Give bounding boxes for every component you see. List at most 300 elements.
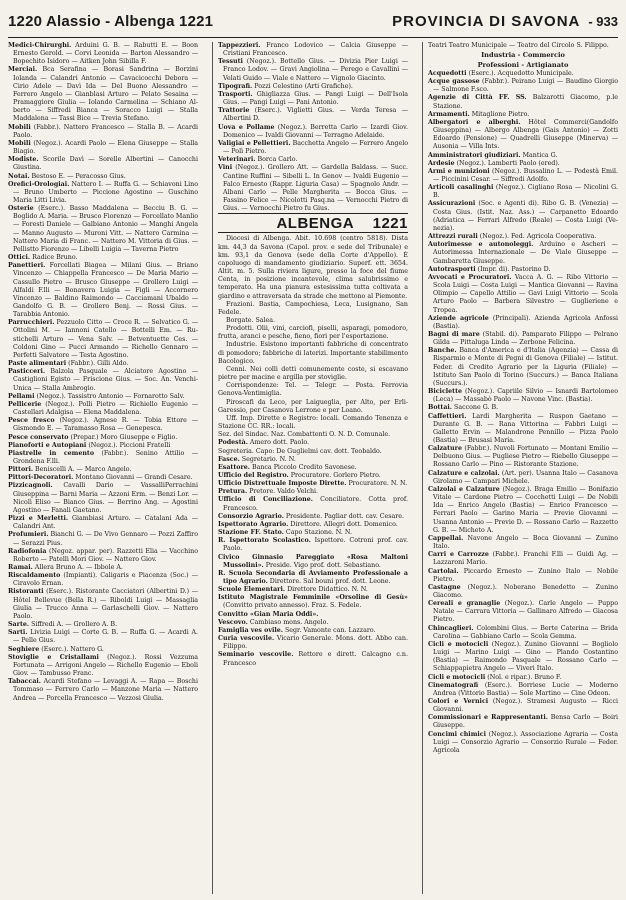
entry-text: (Negoz.). Noberano Benedetto — Zunino Giacomo. [433,583,618,599]
entry-text: (Eserc.). Nattero G. [39,645,104,653]
entry-text: Montano Giovanni — Grandi Cesare. [73,474,193,482]
entry-category: Autorimesse e autonoleggi. [428,241,534,249]
directory-entry [428,152,618,160]
entry-text: Direttore. Allegri dott. Domenico. [288,520,398,528]
entry-category: Curia vescovile. [218,635,275,643]
entry-text: (Negoz.). Bottello Gius. — Divizia Pier Luigi — Franco Lodov. — Gravi Angiolina — Perego e Cavallini — Velati Guido — Viale e Nattero — Vignolo Giacinto. [223,58,408,82]
entry-category: Medici-Chirurghi. [8,42,72,49]
entry-category: Esattore. [218,463,250,471]
directory-entry [218,83,408,91]
entry-category: Cicli e motocicli [428,673,486,681]
directory-entry [8,66,198,123]
entry-category: R. Scuola Secondaria di Avviamento Professionale a tipo Agrario. [218,569,408,585]
directory-entry [218,42,408,58]
directory-entry [218,586,408,594]
column-1 [8,42,198,894]
directory-entry [218,635,408,651]
directory-entry [8,482,198,515]
entry-text: Bestoso E. — Peracosso Gius. [29,172,126,180]
directory-entry [428,70,618,78]
directory-entry [428,168,618,184]
column-2 [218,42,408,894]
directory-entry [428,200,618,233]
entry-text: Ghigliazza Gius. — Pangi Luigi — Dell'Isola Gius. — Pangi Luigi — Pani Antonio. [223,90,408,107]
entry-text: Procuratore. Gorlero Pietro. [288,471,381,479]
entry-category: Istituto Magistrale Femminile «Orsoline di Gesù» [218,594,408,602]
entry-text: (Negoz.). Associazione Agraria — Costa Luigi — Consorzio Agrario — Consorzio Rurale — Feder. Agricola [433,730,618,754]
entry-category: Paste alimentari [8,360,67,368]
albenga-frazioni: Frazioni. Bastia, Campochiesa, Leca, Lusignano, San Fedele. [218,300,408,316]
entry-category: Modiste. [8,156,39,164]
directory-entry [8,262,198,319]
directory-entry [218,594,408,610]
directory-entry [428,600,618,624]
entry-text: (Eserc.). Basso Maddalena — Becciu B. G. — Boglido A. Maria. — Brusco Fiorenzo — Forcellato Manlio — Foresti Daniele — Galbiano Antonio — Manghi Angela — Manno Augusto — Muroni Vitt. — Nattero Carmina — Nattero Maria di Franc. — Nattero M. Vittoria di Gius. — Pellistto Fiorenzo — Libelli Luigia — Taverna Pietro [13,205,198,253]
directory-entry [428,315,618,331]
albenga-page: 1221 [372,215,408,233]
entry-text: Giambiasi Arturo. — Catalani Ada — Calandri Ant. [13,515,198,531]
entry-text: (Negoz.). Carle Angelo — Puppo Natale — Carrara Vittoria — Gallinaro Alfredo — Giacosa Pietro. [433,600,618,624]
entry-category: Seghiere [8,645,40,653]
column-divider [422,42,423,894]
entry-category: Ufficio di Conciliazione. [218,496,313,504]
directory-entry [218,488,408,496]
entry-text: (Negoz.). Cigliano Rosa — Nicolini G. B. [433,184,618,200]
entry-category: Ardesie [428,159,455,167]
directory-entry [428,347,618,388]
entry-text: (Eserc.). Borriese Lucie — Moderno Andrea (Vittorio Bastia) — Sole Martino — Cine Odeon. [433,681,618,697]
directory-entry [428,388,618,404]
entry-category: Banche. [428,347,457,355]
entry-text: (Eserc.). Viglietti Gius. — Verda Teresa — Albertini D. [223,107,408,123]
entry-category: Radiofonia [8,547,47,555]
entry-text: (Negoz.). Braga Emilio — Bonifazio Vitale — Cardone Pietro — Cocchetti Luigi — De Nobili Ida — Enrico Angelo (Bastia) — Enrico Francesco — Ferrari Paolo — Garino Maria — Previe Giovanni — Usanna Antonio — Previe D. — Rossano Carlo — Razzetto G. B. — Micheto A. [433,485,618,534]
directory-entry [218,58,408,82]
directory-entry [428,413,618,446]
entry-text: Pozzi Celestino (Arti Grafiche). [252,82,353,90]
entry-category: Cereali e granaglie [428,600,501,608]
entry-category: Civico Ginnasio Pareggiato «Rosa Maltoni Mussolini». [218,553,408,569]
entry-text: Presidente. Pagliar dott. cav. Cesare. [283,512,404,520]
entry-text: Scorile Davì — Sorelle Albertini — Canocchi Giustina. [13,156,198,172]
entry-category: Albergatori e alberghi. [428,118,521,126]
entry-category: Autotrasporti [428,265,476,273]
directory-entry [8,678,198,702]
entry-category: Concimi chimici [428,730,486,738]
directory-entry [218,91,408,107]
entry-text: Livizia Luigi — Corte G. B. — Ruffa G. — Acardi A. — Pelle Gius. [13,629,198,645]
entry-category: Colori e Vernici [428,698,489,705]
entry-category: Valigiai e Pellettieri. [218,139,291,147]
entry-text: (Negoz.). Bussalino L. — Podestà Emil. — Piccinini Cesar. — Siffredi Adolfo. [433,167,618,183]
directory-entry [428,241,618,265]
entry-category: Pellami [8,392,35,400]
entry-text: Bca Serafina — Borasi Sandrina — Borzini Iolanda — Calandri Antonio — Cavacicocchi Debora — Cirio Adele — Davì Ida — Del Buono Alessandro — Ferrero Angelo — Gianblasi Arturo — Pelato Sesaina — Pramaggiore Giulia — Iolando Carmelina — Schiano Alberto — Siffredi Bianca — Soracco Luigi — Stalla Maddalena — Tassi Bice — Trevia Stefano. [13,66,198,123]
directory-entry [428,331,618,347]
entry-text: Acardi Stefano — Levaggi A. — Rapa — Boschi Tommaso — Ferrero Carlo — Manzone Maria — Nattero Andrea — Porcella Francesco — Vezzosi Giulia. [13,678,198,702]
entry-text: Siffredi A. — Grollero A. B. [29,621,118,629]
directory-entry [218,611,408,619]
entry-category: Merciai. [8,66,38,74]
entry-category: Fasce. [218,455,240,463]
entry-category: Vini [218,164,233,172]
directory-entry [218,439,408,447]
directory-entry [428,94,618,110]
directory-entry [218,464,408,472]
entry-text: Colombini Gius. — Berte Caterina — Brida Carolina — Gabbiano Carlo — Scola Gemma. [433,624,618,640]
directory-entry [428,674,618,682]
entry-text: (Negoz.). Stramesi Augusto — Ricci Giovanni. [433,698,618,714]
directory-entry [8,417,198,433]
entry-category: Avvocati e Procuratori. [428,273,512,281]
directory-entry [428,78,618,94]
entry-category: Armamenti. [428,110,470,118]
directory-entry [8,474,198,482]
entry-text: Vacca A. G. — Ribo Vittorio — Scola Luigi — Costa Luigi — Mantica Giovanni — Ravina Olimpio — Capello Attilio — Gavi Luigi Vittorio — Scola Arturo Paolo — Barbera Silvestro — Guglieriene e Tropea. [433,273,618,314]
albenga-prodotti: Prodotti. Olii, vini, carciofi, piselli, asparagi, pomodoro, frutta, aranci e pesche, fieno, fiori per l'esportazione. [218,325,408,341]
directory-entry [218,164,408,213]
entry-text: (Fabbr.). Senino Attilio — Grondena F.lli. [13,449,198,465]
entry-category: Caffettieri. [428,412,467,420]
entry-text: Navone Angelo — Boca Giovanni — Zunino Italo. [433,534,618,551]
directory-entry [8,515,198,531]
albenga-title: ALBENGA [276,215,355,233]
entry-text: (Fabbr.). Gilli Aldo. [66,360,129,368]
directory-entry [218,140,408,156]
entry-category: Trattorie [218,107,250,115]
directory-entry [218,627,408,635]
entry-text: Hôtel Commerci(Gandolfo Giuseppina) — Albergo Albenga (Gais Antonio) — Zotti Edoardo (Pensione) — Quadrelli Giuseppe (Minerva) — Ausonia — Villa Ints. [433,118,618,151]
entry-text: (Negoz.). Zunino Giovanni — Bogliolo Luigi — Marino Luigi — Gino — Plando Costantino (Bastia) — Raimondo Pasquale — Rossano Carlo — Schiappapietra Angelo — Viveri Italo. [433,640,618,673]
entry-category: Pretura. [218,488,248,496]
entry-text: Preside. Vigo prof. dott. Sebastiano. [263,561,381,569]
directory-entry [428,551,618,567]
teatri-entry: Teatri Teatro Municipale — Teatro del Circolo S. Filippo. [428,42,609,49]
directory-entry [428,641,618,674]
directory-entry [428,233,618,241]
directory-entry [218,472,408,480]
entry-text: (Negoz.). Piccioni Fratelli [86,441,171,449]
entry-category: Bottai. [428,404,453,412]
directory-entry [218,156,408,164]
entry-category: Seminario vescovile. [218,651,294,659]
entry-category: Pesce conservato [8,433,69,441]
directory-entry [8,401,198,417]
entry-category: Pizzicagnoli. [8,482,53,490]
entry-text: (Fabbr.). Nuvoli Fortunato — Montani Emilio — Delbuono Gius. — Pugliese Pietro — Riebello Giuseppe — Rossano Carlo — Pino — Ristorante Stazione. [433,445,618,469]
directory-entry [218,107,408,123]
entry-text: (Negoz.). Berretta Carlo — Izardi Giov. Domenico — Ivaldi Giovanni — Terragno Adelaide. [223,123,408,139]
entry-category: Piastrelle in cemento [8,449,95,457]
entry-text: Pezzuolo Citto — Croce R. — Selvatico G. — Ottolini M. — Iannoni Catello — Bottelli Em. — Rustichelli Arturo — Vena Salv. — Betventuette Ces. — Coldoni Gino — Pucci Armando — Richello Gennaro — Perfetti Salvatore — Testa Agostino. [13,319,198,359]
entry-category: Stoviglie e Cristallami [8,653,99,661]
entry-category: Assicurazioni [428,200,476,208]
entry-text: Direttore Didattico. N. N. [285,586,368,594]
entry-text: (Eserc.). Ristorante Cacciatori (Albertini D.) — Hôtel Bellevue (Bella R.) — Riboldi Luigi — Massaglia Giulia — Trucco Anna — Garlaschelli Giov. — Nattero Paolo. [13,588,198,620]
directory-entry [218,651,408,667]
directory-entry [428,682,618,698]
entry-category: Ufficio del Registro. [218,471,289,479]
entry-category: Osterie [8,205,34,213]
entry-category: Agenzie di Città FF. SS. [428,94,527,102]
directory-entry [428,111,618,119]
entry-text: (Negoz.). Lamberti Paolo (ered). [454,159,560,167]
entry-text: Mantica G. [520,151,558,159]
entry-text: (Soc. e Agenti di). Ribo G. B. (Venezia) — Costa Gius. (Istit. Naz. Ass.) — Carpanetto Edoardo (Adriatica — Ferrari Alfredo (Reale) — Costa Luigi (Venezia). [433,200,618,232]
entry-category: Vescovo. [218,618,248,626]
entry-text: (Convitto privato annesso). Fraz. S. Fedele. [223,602,362,610]
entry-category: Tipografi. [218,82,253,90]
entry-text: Amero dott. Paolo. [247,439,310,447]
entry-category: Podestà. [218,439,248,447]
entry-text: Vicario Generale. Mons. dott. Abbo can. Filippo. [223,635,408,651]
entry-category: Tabaccai. [8,678,41,686]
entry-text: Arduino e Ascheri — Autorimessa Internazionale — De Viale Giuseppe — Gambaretta Giuseppe. [433,241,618,265]
directory-entry [8,621,198,629]
entry-category: Sarti. [8,629,28,637]
entry-text: (Negoz.). Fed. Agricola Cooperativa. [477,233,597,241]
entry-text: Saccone G. B. [452,404,499,412]
entry-category: Pittori-Decoratori. [8,474,74,482]
directory-entry [8,42,198,66]
entry-category: Pianoforti e Autopiani [8,441,87,449]
directory-entry [428,184,618,200]
header-rule [8,37,618,38]
entry-text: (Art. per). Usanna Italo — Casanova Girolamo — Campari Michele. [433,469,618,485]
entry-category: Ristoranti [8,588,44,596]
page-header [8,6,618,36]
entry-text: Forcellati Biagea — Milani Gius. — Briano Vincenzo — Chiappella Francesco — De Maria Mario — Cassullo Pietro — Brusco Giuseppe — Grollero Luigi — Alfaldi F.lli — Bonavera Luigia — Figli — Accornero Vincenzo — Baldino Raimondo — Cacciamani Ubaldo — Gandolfo G. B. — Grollero Benj. — Rossi Gius. — Tarabbia Antonio. [13,262,198,319]
entry-text: Beniscelli A. — Marco Angelo. [33,466,132,474]
directory-entry [8,434,198,442]
directory-entry [428,698,618,714]
entry-category: Stazione FF. Stato. [218,529,284,537]
entry-text: Franco Lodovico — Calcia Giuseppe — Cristiani Francesco. [223,42,408,58]
entry-category: Cicli e motocicli [428,640,489,648]
albenga-uffici: Uff. Imp. Dirette e Registro: locali. Comando Tenenza e Stazione CC. RR.: locali. [218,414,408,431]
directory-entry [428,568,618,584]
entry-text: Capo Stazione. N. N. [283,529,353,537]
entry-text: Arduini G. B. — Rabutti E. — Boon Ernesto Gerold. — Corvi Leonida — Barton Alessandro — Bopechito Isidoro — Aitken John Sibilla F. [13,42,198,66]
directory-entry [218,537,408,553]
albenga-intro: Diocesi di Albenga. Abit. 10.698 (centro 5818). Dista km. 44,3 da Savona (Capol. prov. e sede del Tribunale) e km. 93,1 da Genova (sede della Corte d'Appello). È capoluogo di mandamento giudiziario. Superf. ett. 3654. Altit. m. 5. Sulla riviera ligure, presso la foce del fiume Centa, in posizione incantevole, clima salubrissimo e temperato. Ha una pianura estesissima tutta coltivata a giardino e attraversata da strade che mettono al Piemonte. [218,235,408,300]
entry-category: Pesce fresco [8,417,55,425]
entry-text: Bacchetta Angelo — Ferrero Angelo — Polì Pietro. [223,139,408,156]
directory-entry [8,205,198,254]
section-rule [218,232,408,233]
directory-entry [428,160,618,168]
directory-entry [8,466,198,474]
directory-entry [8,442,198,450]
entry-category: Panettieri. [8,262,46,270]
entry-text: (Eserc.). Acquedotto Municipale. [466,69,574,77]
entry-category: Pizzi e Merletti. [8,515,69,523]
header-right [392,13,618,30]
entry-text: Bianchi G. — De Vivo Gennaro — Pozzi Zaffiro — Serazzi Pius. [13,531,198,547]
entry-text: (Fabbr.). Peirano Luigi — Baudino Giorgio — Salmone F.sco. [433,78,618,94]
entry-category: Amministratori giudiziari. [428,151,521,159]
albenga-heading [218,215,408,233]
entry-text: Sez. del Sindac. Naz. Combattenti O. N. D. Comunale. [218,431,391,439]
entry-text: Allera Bruno A. — Ibbole A. [32,564,123,571]
entry-category: Convitto «Gian Maria Oddi». [218,610,319,618]
section-subhead: Professioni - Artigianato [477,60,569,69]
entry-text: Banca d'America e d'Italia (Agenzia) — Cassa di Risparmio e Monte di Pegni di Genova (Filiale) — Istitut. Feder. di Credito Agrario per la Liguria (Filiale) — Istituto San Paolo di Torino (Succurs.) — Banca Italiana (Succurs.). [433,347,618,387]
entry-category: Calzature e calzolai. [428,469,500,477]
entry-category: Chincaglieri. [428,624,474,632]
header-province-title: PROVINCIA DI SAVONA [392,12,581,30]
entry-text: Segreteria. Capo: De Guglielmi cav. dott. Teobaldo. [218,447,382,455]
entry-text: Balzarotti Giacomo, p.le Stazione. [433,94,618,110]
directory-entry [8,548,198,564]
entry-text: Nattero I. — Ruffa G. — Schiavoni Lino — Bruno Umberto — Piccione Agostino — Guschino Maria Litti Livia. [13,180,198,204]
entry-category: Attrezzi rurali [428,233,478,241]
entry-category: Cartolai. [428,567,459,575]
entry-text: Direttore. Sal bouni prof. dott. Leone. [267,578,391,585]
directory-entry [8,156,198,172]
entry-category: Acquedotti [428,69,467,77]
entry-text: Borca Carlo. [255,156,298,164]
albenga-cenni: Cenni. Nei colli detti comunemente coste, si escavano pietre per macine e argilla per stoviglie. [218,365,408,382]
entry-category: Sarte. [8,621,30,629]
entry-category: Consorzio Agrario. [218,512,284,520]
directory-entry [218,448,408,456]
entry-text: (Nol. e ripar.). Bruno F. [485,673,562,681]
directory-entry [428,731,618,755]
column-divider [212,42,213,894]
directory-entry [8,360,198,368]
entry-category: Acque gassose [428,78,480,86]
directory-entry [8,124,198,140]
directory-entry [218,619,408,627]
entry-category: Tessuti [218,58,243,66]
directory-entry [8,450,198,466]
entry-text: Radice Bruno. [30,254,78,262]
entry-text: Balzola Pasquale — Alciatore Agostino — Castiglioni Egisto — Friscione Gius. — Soc. An. Venchi-Unica — Stalla Ambrogio. [13,368,198,392]
directory-entry [8,572,198,588]
directory-entry [428,274,618,315]
directory-entry [428,404,618,412]
directory-entry [218,431,408,439]
entry-text: (Prepar.) Moro Giuseppe e Figlio. [68,433,178,441]
entry-category: Aziende agricole [428,314,489,322]
directory-entry [428,266,618,274]
entry-category: Mobili [8,123,31,131]
entry-text: Lardi Margherita — Ruspon Gaetano — Durante G. B. — Rana Vittorina — Fabbri Luigi — Galletto Ervin — Malandrone Pennillo — Pizza Paolo (Bastia) — Brusasi Maria. [433,412,618,444]
entry-text: Conciliatore. Cotta prof. Francesco. [223,496,408,512]
entry-text: Banca Piccolo Credito Savonese. [249,463,357,471]
directory-entry [218,496,408,512]
header-page-number: - 933 [588,13,618,29]
entry-category: Calzolai e Calzature [428,485,500,493]
entry-category: Armi e munizioni [428,167,490,175]
entry-category: Calzature [428,445,462,453]
directory-entry [8,368,198,392]
directory-entry [428,584,618,600]
entry-text: Bensa Carlo — Boiri Giuseppe. [433,714,618,730]
directory-entry [428,470,618,486]
directory-entry [8,319,198,360]
entry-category: Profumieri. [8,531,49,539]
directory-entry [8,564,198,572]
entry-category: Riscaldamento [8,572,61,580]
entry-category: Ispettorato Agrario. [218,520,289,528]
directory-entry [8,588,198,621]
entry-category: Bagni di mare [428,330,480,338]
entry-category: R. Ispettorato Scolastico. [218,537,311,545]
directory-entry [218,554,408,570]
entry-category: Biciclette [428,388,462,396]
entry-text: Ispettore. Cotroni prof. cav. Paolo. [223,537,408,553]
entry-text: Pretore. Valdo Velchi. [247,488,319,496]
entry-category: Parrucchieri. [8,319,55,327]
entry-text: (Negoz.). Tassistro Antonio — Fornarotto Salv. [34,392,185,400]
entry-text: (Principali). Azienda Agricola Anfossi (Bastia). [433,314,618,330]
albenga-industrie: Industrie. Esistono importanti fabbriche di concentrato di pomodoro; fabbriche di laterizi. Importante stabilimento Bacologico. [218,341,408,365]
entry-text: Cambiaso mons. Angelo. [247,618,329,626]
entry-category: Carri e Carrozze [428,551,489,559]
entry-text: (Negoz. appar. per). Razzetti Elia — Vacchino Roberto — Patelli Mori Giov. — Nattero Giov. [13,547,198,563]
entry-category: Pasticceri. [8,368,46,376]
directory-entry [218,456,408,464]
entry-category: Notai. [8,172,30,180]
directory-entry [218,521,408,529]
column-3 [428,42,618,894]
entry-text: Cavalli Dario — VassalliPerrachini Giuseppina — Barni Maria — Azzoni Erm. — Benzi Lor. — Nicolì Eliso — Bianco Gius. — Berrino Ang. — Agostini Agostino — Fanali Gaetano. [13,482,198,514]
entry-category: Tappezzieri. [218,42,261,49]
entry-category: Ottici. [8,254,31,262]
albenga-borgate: Borgate. Salea. [226,317,276,324]
entry-category: Ufficio Distrettuale Imposte Dirette. [218,480,347,488]
entry-category: Castagne [428,583,461,591]
entry-category: Uova e Pollame [218,123,275,131]
entry-category: Pellicerie [8,400,42,408]
entry-text: (Impr. di). Pastorino D. [475,265,551,273]
directory-entry [8,173,198,181]
entry-text: (Negoz.). Grollero Att. — Gardella Baldass. — Succ. Cantine Ruffini — Sibelli L. In Genov — Ivaldi Eugenio — Falco Ernesto (Rappr. Liguria Casa) — Spagnolo Andr. — Albani Carlo — Pelle Margherita — Bocca Gius. — Fassino Felice — Nicolotti Pasq.na — Vernocchi Pietro di Gius. — Vernocchi Pietro fu Gius. [223,164,408,213]
entry-text: (Negoz.). Polli Pietro — Richiello Eugenio — Castellari Adalgisa — Elena Maddalena. [13,400,198,417]
directory-entry [218,513,408,521]
directory-entry [8,140,198,156]
entry-category: Cappellai. [428,534,464,542]
directory-entry [8,646,198,654]
directory-entry [218,480,408,488]
entry-category: Cinematografi [428,681,479,689]
entry-category: Articoli casalinghi [428,184,494,192]
entry-category: Ramai. [8,564,33,571]
directory-entry [218,529,408,537]
entry-category: Pittori. [8,466,34,474]
entry-category: Mobili [8,139,31,147]
directory-entry [428,486,618,535]
entry-text: Segr. Vamonte can. Lazzaro. [282,626,376,634]
entry-text: Mitaglione Pietro. [469,110,530,118]
entry-text: (Negoz.). Rossi Vezzuma Fortunata — Arrigoni Angelo — Richello Eugenio — Eboli Giov. — Tambusso Franc. [13,653,198,678]
entry-category: Veterinari. [218,156,256,164]
directory-entry [218,124,408,140]
section-rule [218,213,408,214]
entry-text: (Fabbr.). Nattero Francesco — Stalla B. — Acardi Paolo. [13,123,198,139]
directory-entry [8,393,198,401]
entry-category: Trasporti. [218,90,253,98]
section-subhead: Industria - Commercio [481,51,565,60]
header-left-title: 1220 Alassio - Albenga 1221 [8,12,214,30]
albenga-piroscafi: Piroscafi da Leco, per Laigueglia, per Alto, per Erli-Garessio, per Casanova Lerrone e per Loano. [218,398,408,414]
entry-text: Rettore e dirett. Calcagno c.n. Francesco [223,651,408,667]
albenga-trasporti: Corrispondenze: Tel. — Telegr. — Posta. Ferrovia Genova-Ventimiglia. [218,382,408,398]
directory-entry [8,654,198,678]
entry-text: (Negoz.). Agnese R. — Tobia Ettore — Gismondo E. — Taramasso Rosa — Genepesca. [13,417,198,433]
